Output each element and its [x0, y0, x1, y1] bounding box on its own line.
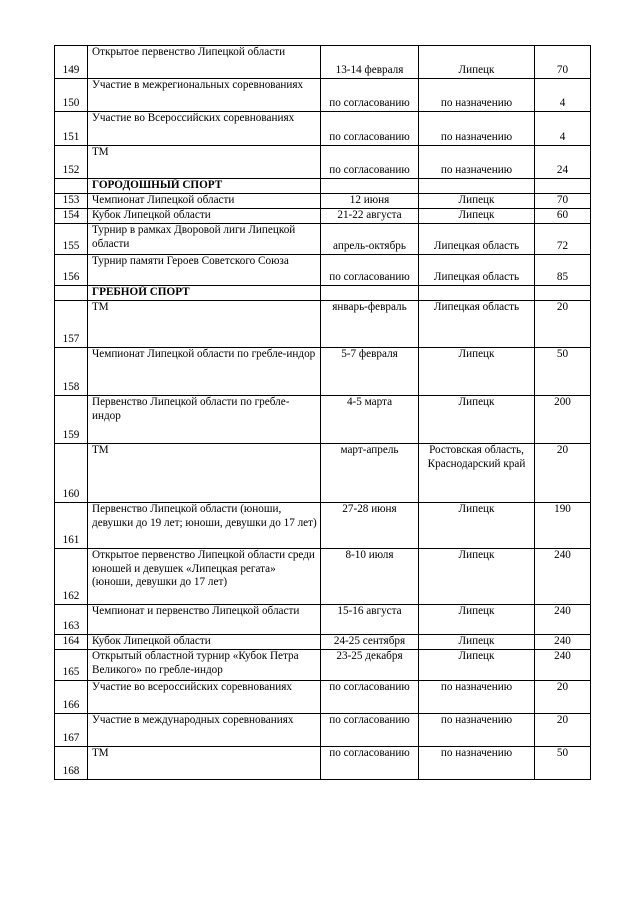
cell-date: по согласованию — [321, 255, 419, 286]
cell-place: по назначению — [419, 714, 535, 747]
cell-number: 161 — [55, 503, 88, 549]
cell-quantity: 200 — [535, 396, 591, 444]
cell-place: Липецк — [419, 348, 535, 396]
cell-date: 13-14 февраля — [321, 46, 419, 79]
table-body — [55, 46, 591, 780]
table-row — [55, 396, 591, 444]
cell-date: по согласованию — [321, 747, 419, 780]
cell-number: 150 — [55, 79, 88, 112]
cell-number: 159 — [55, 396, 88, 444]
cell-date: по согласованию — [321, 79, 419, 112]
section-title: ГОРОДОШНЫЙ СПОРТ — [88, 179, 321, 194]
cell-number: 158 — [55, 348, 88, 396]
cell-number: 160 — [55, 444, 88, 503]
cell-quantity: 240 — [535, 650, 591, 681]
cell-date: март-апрель — [321, 444, 419, 503]
cell-place: Липецк — [419, 46, 535, 79]
cell-number: 166 — [55, 681, 88, 714]
cell-quantity: 24 — [535, 146, 591, 179]
cell-number: 164 — [55, 635, 88, 650]
cell-quantity: 50 — [535, 747, 591, 780]
cell-place: Липецкая область — [419, 301, 535, 348]
cell-place: Ростовская область, Краснодарский край — [419, 444, 535, 503]
cell-event-name: ТМ — [88, 747, 321, 780]
cell-event-name: Турнир памяти Героев Советского Союза — [88, 255, 321, 286]
table-row — [55, 714, 591, 747]
cell-number: 152 — [55, 146, 88, 179]
cell-quantity: 4 — [535, 79, 591, 112]
cell-date: январь-февраль — [321, 301, 419, 348]
cell-date: 24-25 сентября — [321, 635, 419, 650]
table-row — [55, 224, 591, 255]
cell-event-name: ТМ — [88, 444, 321, 503]
table-row — [55, 747, 591, 780]
table-row — [55, 444, 591, 503]
cell-number: 154 — [55, 209, 88, 224]
cell-event-name: Первенство Липецкой области по гребле-индор — [88, 396, 321, 444]
cell-place: по назначению — [419, 79, 535, 112]
table-row — [55, 635, 591, 650]
cell-quantity: 50 — [535, 348, 591, 396]
cell-event-name: Участие в межрегиональных соревнованиях — [88, 79, 321, 112]
section-title: ГРЕБНОЙ СПОРТ — [88, 286, 321, 301]
table-row — [55, 255, 591, 286]
cell-event-name: ТМ — [88, 301, 321, 348]
cell-quantity: 240 — [535, 635, 591, 650]
cell-place: по назначению — [419, 747, 535, 780]
cell-place: Липецк — [419, 194, 535, 209]
table-row — [55, 650, 591, 681]
table-row — [55, 112, 591, 146]
table-row — [55, 549, 591, 605]
cell-date: по согласованию — [321, 714, 419, 747]
cell-event-name: Турнир в рамках Дворовой лиги Липецкой области — [88, 224, 321, 255]
cell-place — [419, 179, 535, 194]
cell-quantity: 70 — [535, 194, 591, 209]
cell-date — [321, 286, 419, 301]
cell-quantity: 20 — [535, 301, 591, 348]
cell-date: 8-10 июля — [321, 549, 419, 605]
cell-quantity: 240 — [535, 605, 591, 635]
cell-place: Липецк — [419, 650, 535, 681]
cell-number: 155 — [55, 224, 88, 255]
table-row — [55, 301, 591, 348]
cell-date: 12 июня — [321, 194, 419, 209]
cell-quantity: 20 — [535, 444, 591, 503]
table-row — [55, 209, 591, 224]
cell-quantity: 20 — [535, 681, 591, 714]
cell-number: 165 — [55, 650, 88, 681]
cell-number: 167 — [55, 714, 88, 747]
table-row — [55, 605, 591, 635]
cell-date: 27-28 июня — [321, 503, 419, 549]
cell-event-name: Кубок Липецкой области — [88, 209, 321, 224]
table-row — [55, 79, 591, 112]
cell-date: 15-16 августа — [321, 605, 419, 635]
events-table — [54, 45, 591, 780]
cell-number: 168 — [55, 747, 88, 780]
cell-place: Липецк — [419, 503, 535, 549]
cell-event-name: Открытое первенство Липецкой области — [88, 46, 321, 79]
cell-quantity — [535, 179, 591, 194]
cell-place: по назначению — [419, 146, 535, 179]
cell-quantity: 70 — [535, 46, 591, 79]
cell-date: по согласованию — [321, 112, 419, 146]
cell-place: Липецкая область — [419, 224, 535, 255]
cell-place — [419, 286, 535, 301]
cell-date: 23-25 декабря — [321, 650, 419, 681]
cell-quantity: 72 — [535, 224, 591, 255]
cell-number: 157 — [55, 301, 88, 348]
cell-number: 149 — [55, 46, 88, 79]
cell-place: по назначению — [419, 112, 535, 146]
cell-event-name: Кубок Липецкой области — [88, 635, 321, 650]
cell-quantity: 190 — [535, 503, 591, 549]
cell-quantity: 20 — [535, 714, 591, 747]
cell-event-name: Чемпионат и первенство Липецкой области — [88, 605, 321, 635]
cell-number — [55, 286, 88, 301]
cell-date: по согласованию — [321, 681, 419, 714]
cell-date: 5-7 февраля — [321, 348, 419, 396]
table-row — [55, 503, 591, 549]
cell-event-name: Открытый областной турнир «Кубок Петра Великого» по гребле-индор — [88, 650, 321, 681]
cell-place: Липецкая область — [419, 255, 535, 286]
cell-quantity: 60 — [535, 209, 591, 224]
table-row — [55, 146, 591, 179]
table-row — [55, 194, 591, 209]
cell-number: 156 — [55, 255, 88, 286]
cell-number: 151 — [55, 112, 88, 146]
cell-quantity — [535, 286, 591, 301]
cell-place: Липецк — [419, 549, 535, 605]
cell-quantity: 4 — [535, 112, 591, 146]
cell-number: 163 — [55, 605, 88, 635]
cell-event-name: Чемпионат Липецкой области — [88, 194, 321, 209]
cell-date: апрель-октябрь — [321, 224, 419, 255]
cell-number: 153 — [55, 194, 88, 209]
cell-date: 4-5 марта — [321, 396, 419, 444]
cell-date — [321, 179, 419, 194]
cell-event-name: Открытое первенство Липецкой области среди юношей и девушек «Липецкая регата» (юноши, девушки до 17 лет) — [88, 549, 321, 605]
cell-event-name: Первенство Липецкой области (юноши, девушки до 19 лет; юноши, девушки до 17 лет) — [88, 503, 321, 549]
table-row — [55, 46, 591, 79]
cell-place: Липецк — [419, 605, 535, 635]
cell-place: Липецк — [419, 396, 535, 444]
cell-event-name: Участие во Всероссийских соревнованиях — [88, 112, 321, 146]
cell-event-name: ТМ — [88, 146, 321, 179]
section-header-row — [55, 286, 591, 301]
cell-event-name: Участие в международных соревнованиях — [88, 714, 321, 747]
cell-place: Липецк — [419, 209, 535, 224]
cell-place: Липецк — [419, 635, 535, 650]
cell-date: по согласованию — [321, 146, 419, 179]
cell-event-name: Чемпионат Липецкой области по гребле-индор — [88, 348, 321, 396]
cell-date: 21-22 августа — [321, 209, 419, 224]
cell-number: 162 — [55, 549, 88, 605]
cell-place: по назначению — [419, 681, 535, 714]
cell-number — [55, 179, 88, 194]
cell-quantity: 240 — [535, 549, 591, 605]
cell-quantity: 85 — [535, 255, 591, 286]
section-header-row — [55, 179, 591, 194]
table-row — [55, 348, 591, 396]
cell-event-name: Участие во всероссийских соревнованиях — [88, 681, 321, 714]
table-row — [55, 681, 591, 714]
